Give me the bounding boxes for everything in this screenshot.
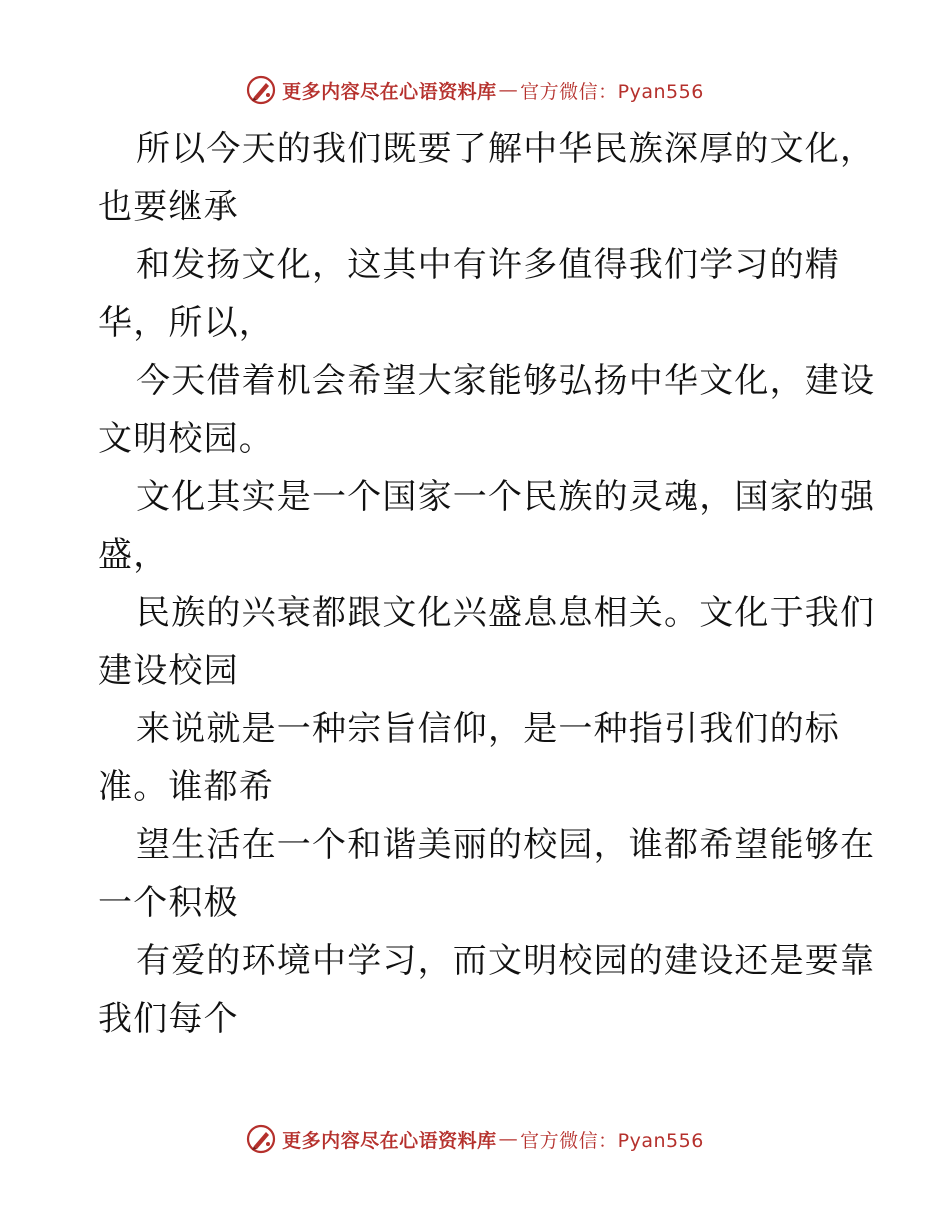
banner-wechat-text: 官方微信：Pyan556 [520, 80, 704, 103]
header-banner [0, 70, 950, 110]
banner-brand-text: 更多内容尽在心语资料库 [282, 1129, 497, 1152]
paragraph [98, 700, 858, 816]
banner-wechat-text: 官方微信：Pyan556 [520, 1129, 704, 1152]
text-line: 盛， [98, 535, 169, 575]
text-line: 建设校园 [98, 651, 239, 691]
text-line: 文化其实是一个国家一个民族的灵魂，国家的强 [136, 477, 876, 517]
text-line: 一个积极 [98, 883, 239, 923]
banner-separator: — [498, 1128, 519, 1150]
pen-logo-icon [246, 1124, 276, 1154]
text-line: 来说就是一种宗旨信仰，是一种指引我们的标 [136, 709, 840, 749]
paragraph [98, 932, 876, 1048]
paragraph [98, 120, 876, 236]
text-line: 和发扬文化，这其中有许多值得我们学习的精 [136, 245, 840, 285]
body-text [98, 120, 876, 1048]
text-line: 华，所以， [98, 303, 274, 343]
paragraph [98, 236, 858, 352]
text-line: 也要继承 [98, 187, 239, 227]
paragraph [98, 816, 876, 932]
text-line: 我们每个 [98, 999, 239, 1039]
banner-brand-text: 更多内容尽在心语资料库 [282, 80, 497, 103]
text-line: 所以今天的我们既要了解中华民族深厚的文化， [136, 129, 876, 169]
text-line: 准。谁都希 [98, 767, 274, 807]
paragraph [98, 468, 876, 584]
text-line: 民族的兴衰都跟文化兴盛息息相关。文化于我们 [136, 593, 876, 633]
banner-separator: — [498, 79, 519, 101]
text-line: 文明校园。 [98, 419, 274, 459]
footer-banner [0, 1119, 950, 1159]
pen-logo-icon [246, 75, 276, 105]
text-line: 有爱的环境中学习，而文明校园的建设还是要靠 [136, 941, 876, 981]
paragraph [98, 584, 876, 700]
text-line: 今天借着机会希望大家能够弘扬中华文化，建设 [136, 361, 876, 401]
text-line: 望生活在一个和谐美丽的校园，谁都希望能够在 [136, 825, 876, 865]
paragraph [98, 352, 876, 468]
